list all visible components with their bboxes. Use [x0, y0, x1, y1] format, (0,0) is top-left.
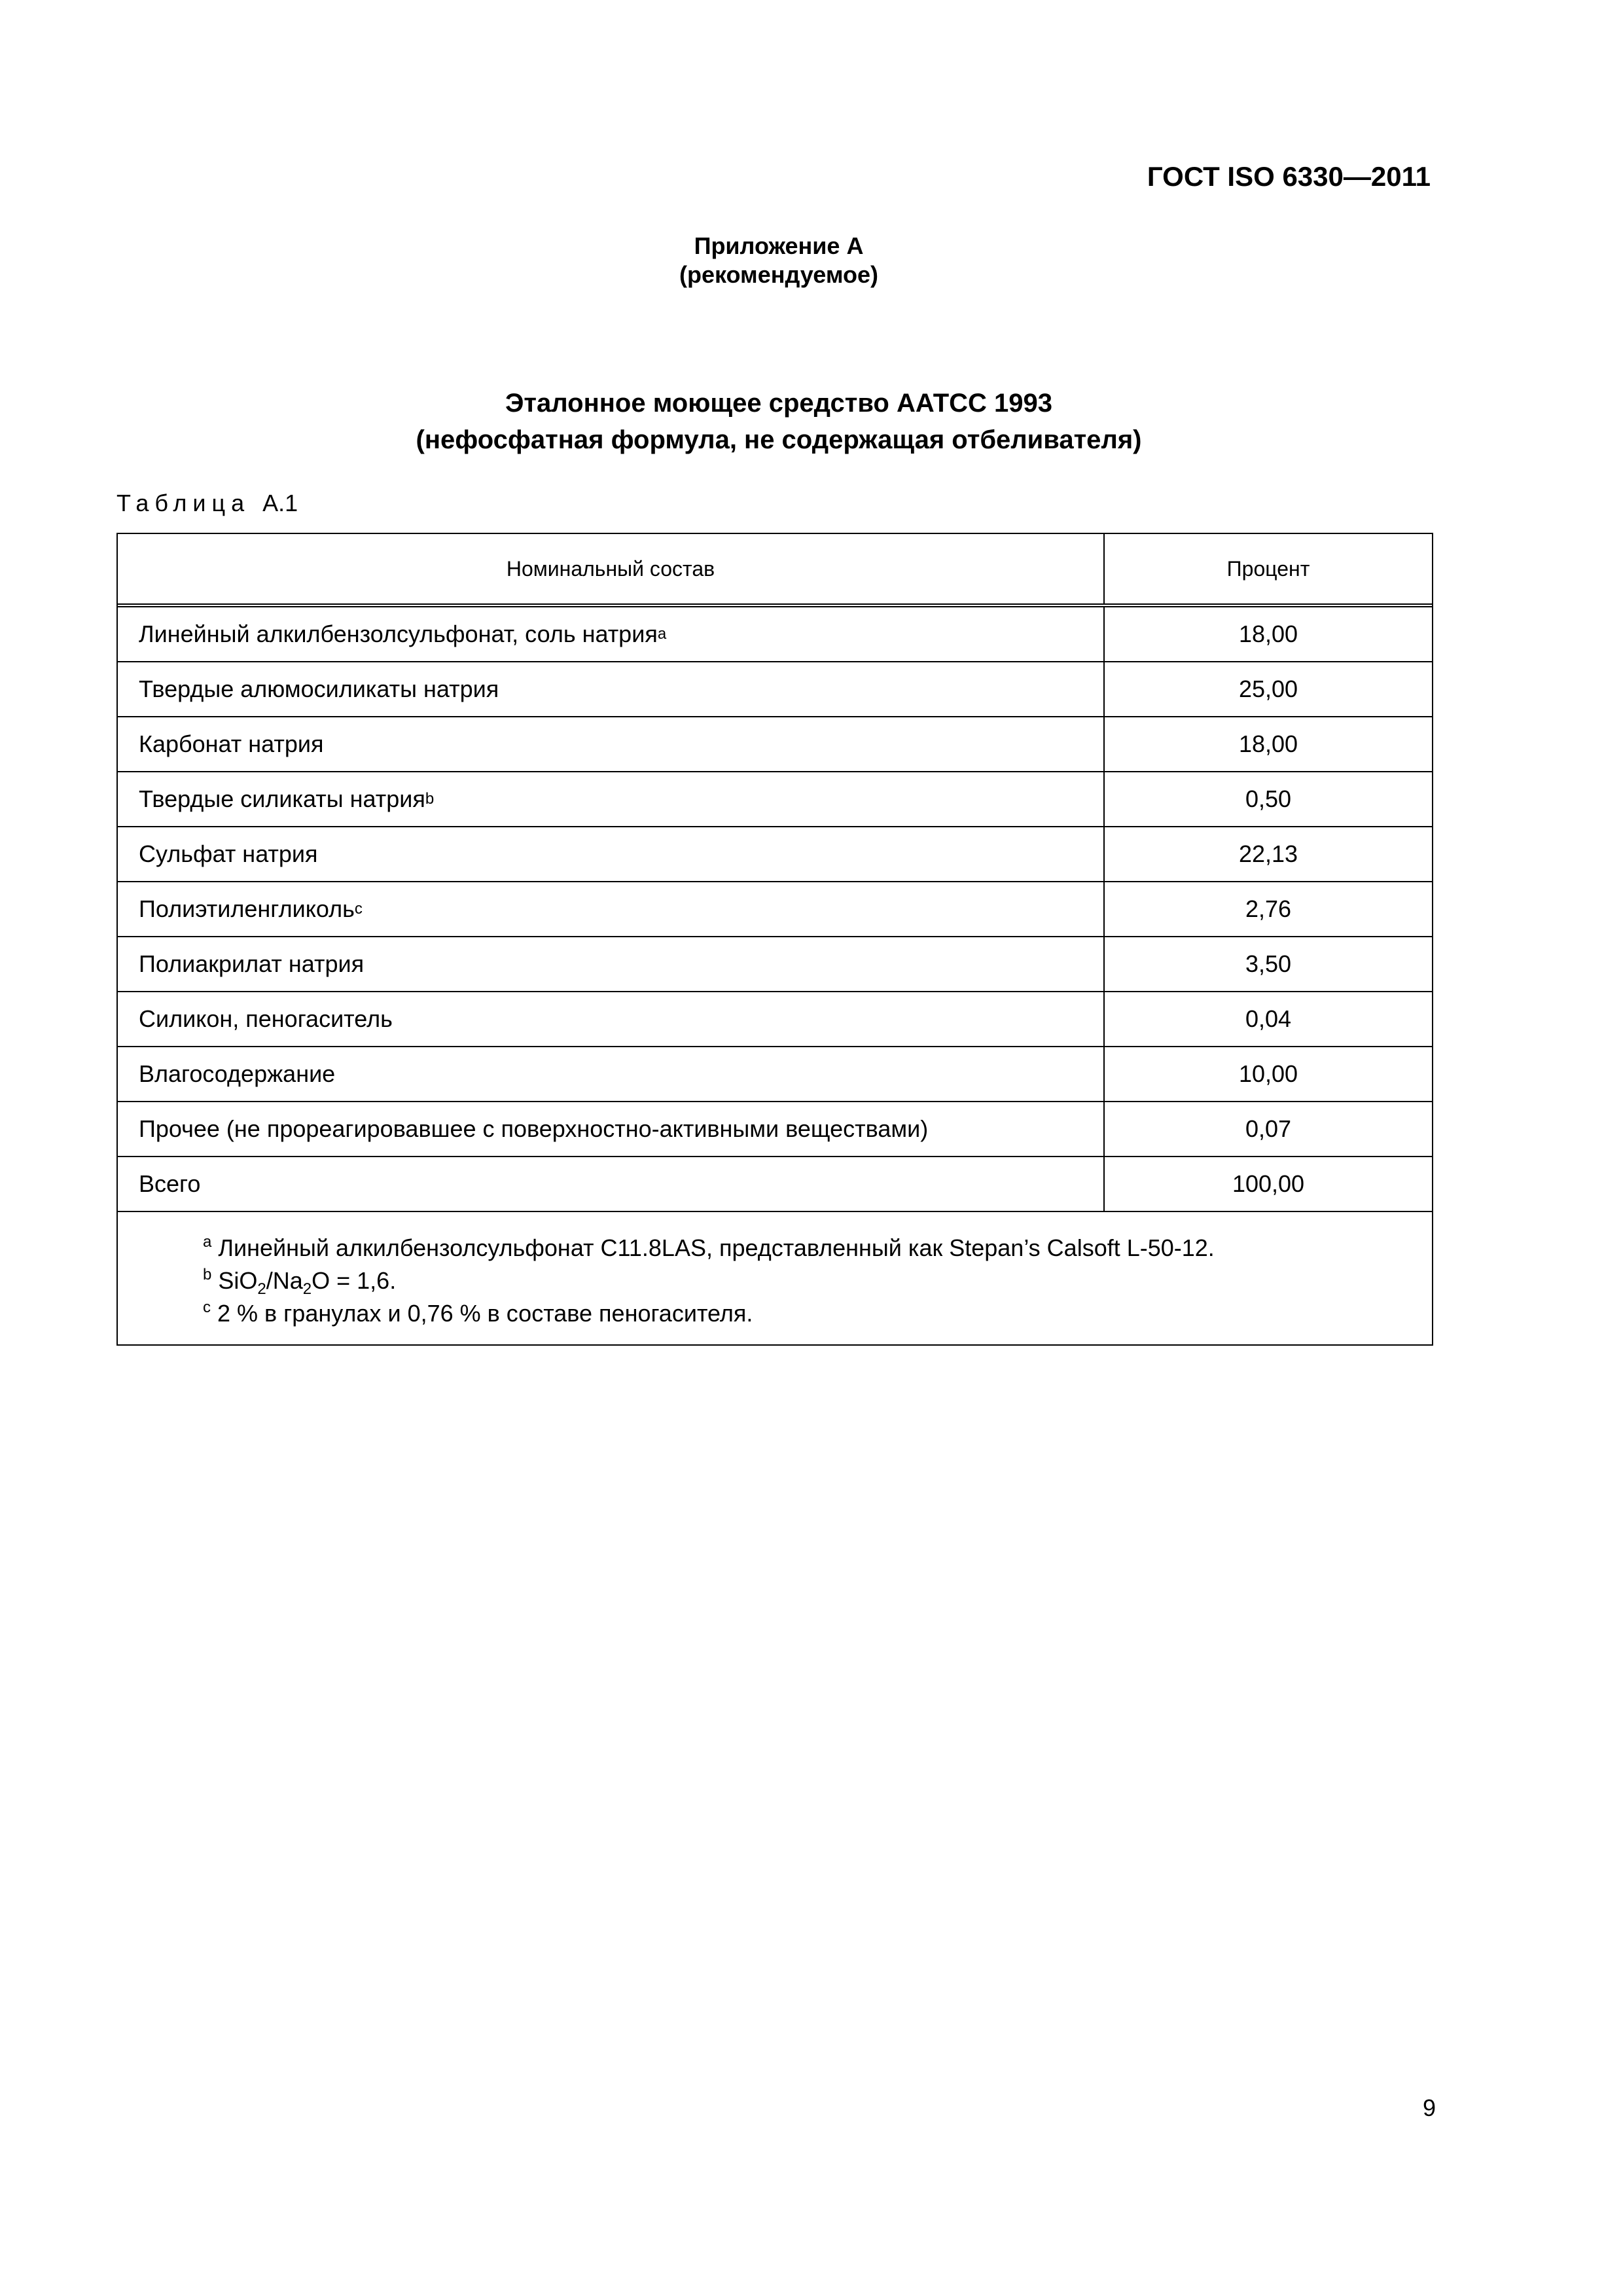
- appendix-title: Приложение А: [694, 232, 864, 259]
- component-percent: 25,00: [1238, 675, 1298, 702]
- footnote-b-text-part: /Na: [266, 1267, 303, 1294]
- appendix-status: (рекомендуемое): [679, 261, 878, 288]
- appendix-heading: [0, 232, 1558, 289]
- component-percent: 18,00: [1238, 730, 1298, 757]
- footnote-a-text: Линейный алкилбензолсульфонат С11.8LAS, представленный как Stepan’s Calsoft L-50-12.: [211, 1234, 1215, 1261]
- footnote-mark-b: b: [203, 1266, 212, 1283]
- component-percent: 0,07: [1245, 1115, 1292, 1142]
- component-name: Силикон, пеногаситель: [139, 1005, 393, 1032]
- component-name: Твердые алюмосиликаты натрия: [139, 675, 499, 702]
- component-name: Сульфат натрия: [139, 840, 318, 867]
- component-name: Твердые силикаты натрия: [139, 785, 425, 812]
- table-row: [118, 772, 1432, 827]
- document-code: ГОСТ ISO 6330—2011: [1147, 161, 1431, 192]
- component-name: Прочее (не прореагировавшее с поверхностно-активными веществами): [139, 1115, 929, 1142]
- component-percent: 0,04: [1245, 1005, 1292, 1032]
- subscript: 2: [302, 1280, 312, 1298]
- footnote-c: [203, 1297, 1432, 1330]
- composition-table: [116, 533, 1433, 1346]
- component-percent: 2,76: [1245, 895, 1292, 922]
- component-name-cell: [118, 937, 1105, 991]
- table-caption-number: А.1: [262, 490, 298, 516]
- component-name: Влагосодержание: [139, 1060, 336, 1087]
- component-percent: 22,13: [1238, 840, 1298, 867]
- table-footnotes: [118, 1212, 1432, 1344]
- table-total-row: [118, 1157, 1432, 1212]
- footnote-c-text: 2 % в гранулах и 0,76 % в составе пеногасителя.: [211, 1300, 753, 1327]
- component-name-cell: [118, 662, 1105, 716]
- component-percent: 3,50: [1245, 950, 1292, 977]
- component-name-cell: [118, 717, 1105, 771]
- title-line-2: (нефосфатная формула, не содержащая отбеливателя): [416, 425, 1142, 454]
- component-percent: 10,00: [1238, 1060, 1298, 1087]
- total-label-cell: [118, 1157, 1105, 1211]
- table-row: [118, 662, 1432, 717]
- table-row: [118, 1047, 1432, 1102]
- table-row: [118, 992, 1432, 1047]
- table-header-row: [118, 534, 1432, 607]
- component-name-cell: [118, 1102, 1105, 1156]
- component-name: Карбонат натрия: [139, 730, 324, 757]
- component-name-cell: [118, 1047, 1105, 1101]
- footnote-mark-c: c: [203, 1299, 211, 1316]
- subscript: 2: [257, 1280, 266, 1298]
- footnote-a: [203, 1232, 1432, 1265]
- component-percent: 18,00: [1238, 620, 1298, 647]
- table-row: [118, 937, 1432, 992]
- component-name-cell: [118, 827, 1105, 881]
- component-name: Линейный алкилбензолсульфонат, соль натрия: [139, 620, 658, 647]
- component-percent: 0,50: [1245, 785, 1292, 812]
- total-label: Всего: [139, 1170, 201, 1197]
- component-name-cell: [118, 992, 1105, 1046]
- page-number: 9: [1422, 2094, 1436, 2121]
- component-name: Полиэтиленгликоль: [139, 895, 355, 922]
- table-row: [118, 827, 1432, 882]
- column-header-composition: Номинальный состав: [118, 534, 1105, 603]
- table-row: [118, 882, 1432, 937]
- footnote-b-text-part: SiO: [211, 1267, 258, 1294]
- table-caption-word: Таблица: [116, 490, 251, 516]
- footnote-mark-a: a: [203, 1233, 212, 1251]
- component-name: Полиакрилат натрия: [139, 950, 365, 977]
- title-line-1: Эталонное моющее средство ААТСС 1993: [505, 389, 1053, 418]
- table-row: [118, 607, 1432, 662]
- table-caption: [116, 490, 298, 517]
- component-name-cell: Линейный алкилбензолсульфонат, соль натрия a: [118, 607, 1105, 661]
- document-title: [0, 385, 1558, 458]
- footnote-b-text-part: O = 1,6.: [312, 1267, 397, 1294]
- component-name-cell: Полиэтиленгликоль c: [118, 882, 1105, 936]
- table-row: [118, 717, 1432, 772]
- table-row: [118, 1102, 1432, 1157]
- total-percent: 100,00: [1232, 1170, 1305, 1197]
- column-header-percent: Процент: [1226, 556, 1310, 581]
- footnote-b: [203, 1265, 1432, 1297]
- component-name-cell: Твердые силикаты натрия b: [118, 772, 1105, 826]
